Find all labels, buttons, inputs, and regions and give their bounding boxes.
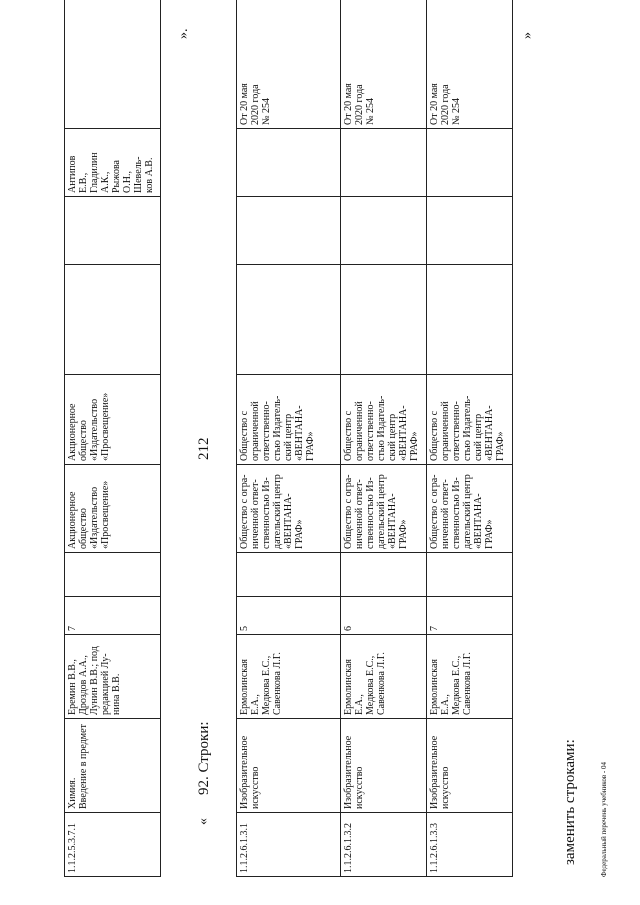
cell-code: 1.1.2.5.3.7.1 bbox=[65, 813, 161, 877]
cell-experts bbox=[427, 129, 513, 197]
cell-empty bbox=[427, 265, 513, 375]
cell-publisher-full: Общество с ограниченной ответственно- стью Издатель- ский центр «ВЕНТАНА- ГРАФ» bbox=[427, 375, 513, 465]
page-footer: Федеральный перечень учебников - 04 bbox=[600, 762, 608, 877]
cell-empty bbox=[65, 197, 161, 265]
cell-authors: Еремин В.В., Дроздов А.А., Лунин В.В.; под редакцией Лу- нина В.В. bbox=[65, 635, 161, 719]
cell-order: От 20 мая 2020 года № 254 bbox=[427, 0, 513, 129]
cell-empty bbox=[65, 265, 161, 375]
table-row bbox=[427, 0, 513, 877]
cell-empty bbox=[237, 553, 341, 597]
cell-empty bbox=[65, 0, 161, 129]
cell-experts bbox=[341, 129, 427, 197]
closing-quote-top: ». bbox=[176, 28, 191, 39]
cell-grade: 7 bbox=[65, 597, 161, 635]
cell-subject: Изобразительное искусство bbox=[237, 719, 341, 813]
cell-empty bbox=[237, 197, 341, 265]
cell-empty bbox=[341, 265, 427, 375]
cell-experts bbox=[237, 129, 341, 197]
cell-empty bbox=[341, 197, 427, 265]
cell-subject: Изобразительное искусство bbox=[341, 719, 427, 813]
cell-empty bbox=[427, 553, 513, 597]
cell-experts: Антипов Е.В., Гладилин А.К., Рыжова О.Н., Шевель- ков А.В. bbox=[65, 129, 161, 197]
cell-authors: Ермолинская Е.А., Медкова Е.С., Савенкова Л.Г. bbox=[341, 635, 427, 719]
cell-publisher: Общество с огра- ниченной ответ- ственностью Из- дательский центр «ВЕНТАНА- ГРАФ» bbox=[427, 465, 513, 553]
cell-authors: Ермолинская Е.А., Медкова Е.С., Савенкова Л.Г. bbox=[427, 635, 513, 719]
cell-grade: 5 bbox=[237, 597, 341, 635]
cell-grade: 7 bbox=[427, 597, 513, 635]
cell-subject: Химия. Введение в предмет bbox=[65, 719, 161, 813]
cell-order: От 20 мая 2020 года № 254 bbox=[341, 0, 427, 129]
cell-order: От 20 мая 2020 года № 254 bbox=[237, 0, 341, 129]
cell-empty bbox=[341, 553, 427, 597]
table-row bbox=[341, 0, 427, 877]
cell-publisher: Общество с огра- ниченной ответ- ственностью Из- дательский центр «ВЕНТАНА- ГРАФ» bbox=[341, 465, 427, 553]
cell-code: 1.1.2.6.1.3.2 bbox=[341, 813, 427, 877]
top-table-row bbox=[65, 0, 161, 877]
cell-publisher-full: Общество с ограниченной ответственно- стью Издатель- ский центр «ВЕНТАНА- ГРАФ» bbox=[237, 375, 341, 465]
cell-empty bbox=[237, 265, 341, 375]
main-table bbox=[236, 0, 513, 877]
cell-grade: 6 bbox=[341, 597, 427, 635]
page-number: 212 bbox=[196, 437, 212, 460]
cell-publisher: Общество с огра- ниченной ответ- ственностью Из- дательский центр «ВЕНТАНА- ГРАФ» bbox=[237, 465, 341, 553]
opening-quote: « bbox=[196, 818, 211, 825]
cell-authors: Ермолинская Е.А., Медкова Е.С., Савенкова Л.Г. bbox=[237, 635, 341, 719]
top-table bbox=[64, 0, 161, 877]
closing-quote-bottom: » bbox=[520, 32, 535, 39]
cell-publisher-full: Акционерное общество «Издательство «Просвещение» bbox=[65, 375, 161, 465]
cell-code: 1.1.2.6.1.3.1 bbox=[237, 813, 341, 877]
cell-publisher-full: Общество с ограниченной ответственно- стью Издатель- ский центр «ВЕНТАНА- ГРАФ» bbox=[341, 375, 427, 465]
table-row bbox=[237, 0, 341, 877]
cell-empty bbox=[427, 197, 513, 265]
cell-empty bbox=[65, 553, 161, 597]
section-heading: 92. Строки: bbox=[196, 721, 212, 795]
replace-instruction: заменить строками: bbox=[562, 739, 578, 865]
cell-subject: Изобразительное искусство bbox=[427, 719, 513, 813]
cell-code: 1.1.2.6.1.3.3 bbox=[427, 813, 513, 877]
cell-publisher: Акционерное общество «Издательство «Просвещение» bbox=[65, 465, 161, 553]
